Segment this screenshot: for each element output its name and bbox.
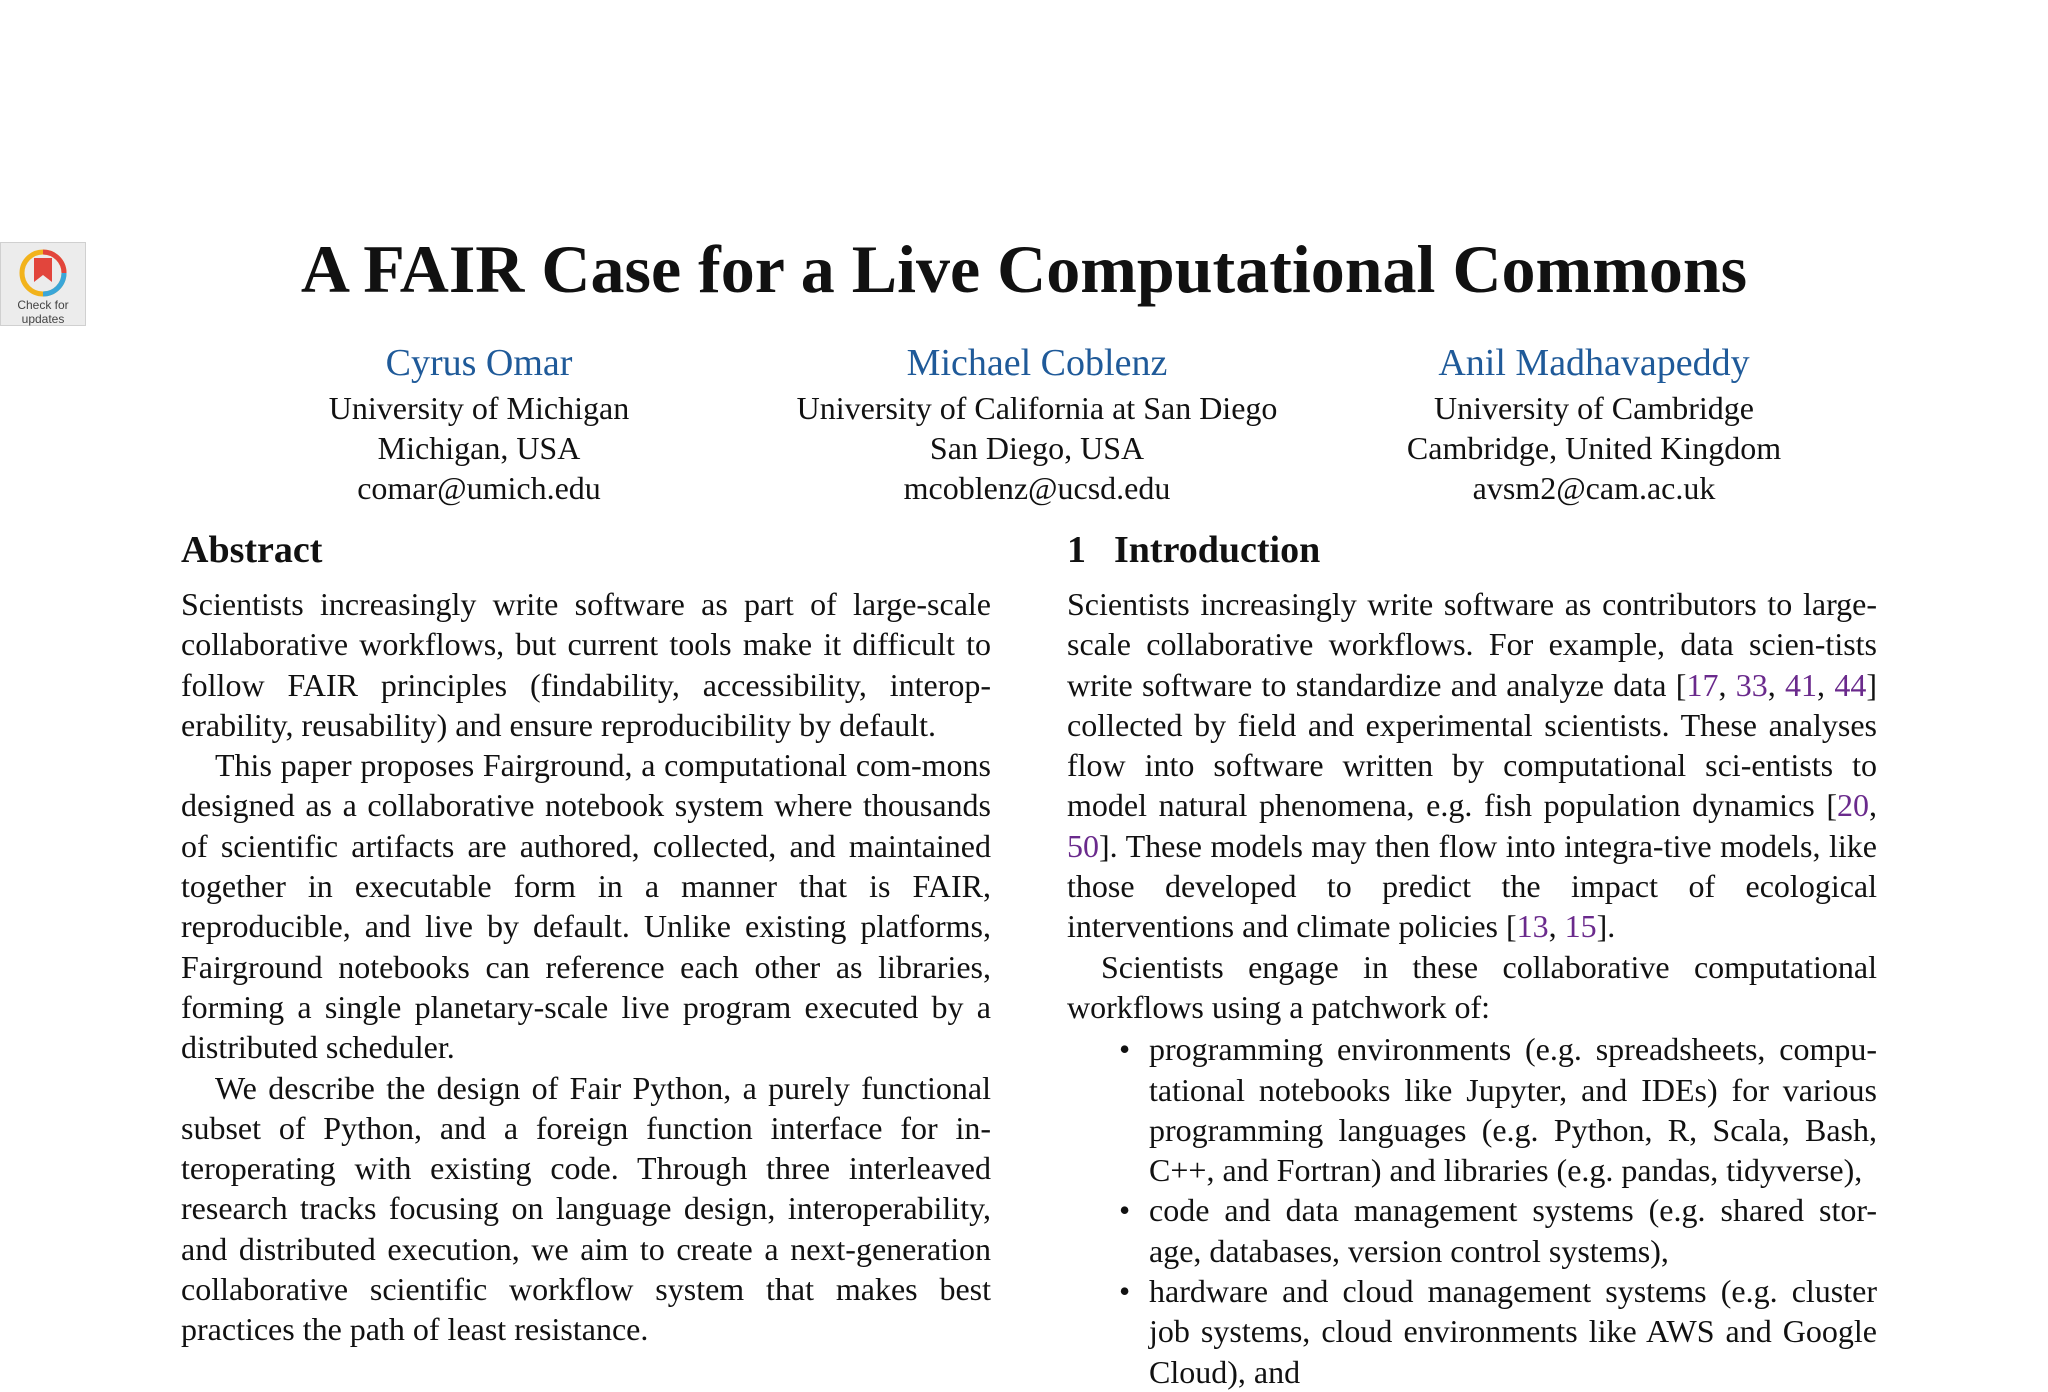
citation-link[interactable]: 13: [1516, 908, 1549, 945]
author-anil-madhavapeddy: [1314, 340, 1874, 508]
citation-link[interactable]: 44: [1834, 666, 1867, 703]
citation-link[interactable]: 41: [1785, 666, 1818, 703]
author-cyrus-omar: [199, 340, 759, 508]
citation-link[interactable]: 33: [1735, 666, 1768, 703]
author-name[interactable]: Michael Coblenz: [906, 342, 1168, 384]
author-affiliation: University of Cambridge: [1434, 390, 1754, 426]
bullet-list: [1067, 1029, 1877, 1392]
text-run: ] collected by field and experimental scientists. These analyses flow into software written by computational sci-entists to model natural phenomena, e.g. fish population dynamics [: [1067, 666, 1877, 824]
citation-link[interactable]: 17: [1686, 666, 1719, 703]
author-email: comar@umich.edu: [357, 470, 601, 506]
author-location: Michigan, USA: [377, 430, 581, 466]
author-email: avsm2@cam.ac.uk: [1472, 470, 1716, 506]
author-location: San Diego, USA: [929, 430, 1145, 466]
list-item: • code and data management systems (e.g. shared stor-age, databases, version control systems),: [1149, 1190, 1877, 1271]
text-run: ,: [1817, 666, 1835, 703]
abstract-column: [181, 526, 991, 1350]
text-run: Scientists increasingly write software as contributors to large-scale collaborative workflows. For example, data scien-tists write software to standardize and analyze data [: [1067, 586, 1877, 703]
text-run: ,: [1718, 666, 1736, 703]
author-location: Cambridge, United Kingdom: [1406, 430, 1782, 466]
text-run: ,: [1869, 787, 1877, 824]
author-name[interactable]: Anil Madhavapeddy: [1438, 342, 1750, 384]
citation-link[interactable]: 50: [1067, 827, 1099, 864]
abstract-paragraph-1: Scientists increasingly write software as part of large-scale collaborative workflows, but current tools make it difficult to follow FAIR principles (findability, accessibility, interop-erability, reusability) and ensure reproducibility by default.: [181, 586, 991, 743]
abstract-paragraph-3: We describe the design of Fair Python, a purely functional subset of Python, and a foreign function interface for in-teroperating with existing code. Through three interleaved research tracks focusing on language design, interoperability, and distributed execution, we aim to create a next-generation collaborative scientific workflow system that makes best practices the path of least resistance.: [181, 1069, 991, 1348]
badge-label-line2: updates: [21, 312, 65, 326]
abstract-heading: Abstract: [181, 529, 323, 571]
text-run: ].: [1596, 908, 1616, 945]
author-affiliation: University of California at San Diego: [796, 390, 1278, 426]
author-block: [0, 340, 2048, 510]
list-item: • programming environments (e.g. spreadsheets, compu-tational notebooks like Jupyter, and IDEs) for various programming languages (e.g. Python, R, Scala, Bash, C++, and Fortran) and libraries (e.g. pandas, tidyverse),: [1149, 1029, 1877, 1190]
author-michael-coblenz: [757, 340, 1317, 508]
text-run: ]. These models may then flow into integra-tive models, like those developed to predict the impact of ecological interventions and climate policies [: [1067, 827, 1877, 945]
introduction-paragraph-2: Scientists engage in these collaborative computational workflows using a patchwork of:: [1067, 948, 1877, 1025]
section-title: Introduction: [1114, 529, 1321, 571]
author-affiliation: University of Michigan: [328, 390, 630, 426]
text-run: ,: [1548, 908, 1565, 945]
list-item: • hardware and cloud management systems (e.g. cluster job systems, cloud environments like AWS and Google Cloud), and: [1149, 1271, 1877, 1392]
introduction-heading: [1067, 526, 1877, 574]
author-email: mcoblenz@ucsd.edu: [903, 470, 1171, 506]
citation-link[interactable]: 20: [1837, 787, 1869, 824]
badge-label-line1: Check for: [17, 298, 69, 312]
abstract-paragraph-2: This paper proposes Fairground, a computational com-mons designed as a collaborative notebook system where thousands of scientific artifacts are authored, collected, and maintained together in executable form in a manner that is FAIR, reproducible, and live by default. Unlike existing platforms, Fairground notebooks can reference each other as libraries, forming a single planetary-scale live program executed by a distributed scheduler.: [181, 747, 991, 1066]
citation-link[interactable]: 15: [1564, 908, 1597, 945]
section-number: 1: [1067, 529, 1086, 571]
text-run: ,: [1767, 666, 1786, 703]
paper-title: A FAIR Case for a Live Computational Commons: [300, 231, 1748, 307]
author-name[interactable]: Cyrus Omar: [385, 342, 573, 384]
introduction-column: [1067, 526, 1877, 1392]
introduction-paragraph-1: [1067, 584, 1877, 947]
